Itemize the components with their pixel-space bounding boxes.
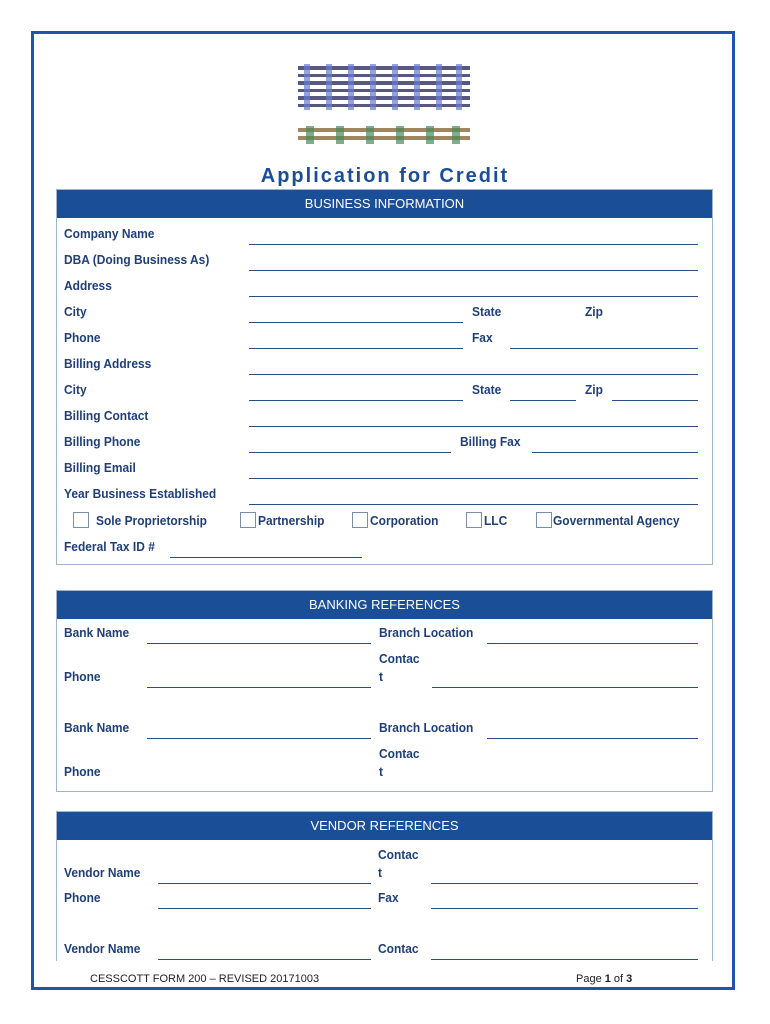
page-number bbox=[576, 973, 632, 985]
vendor-name-field-1[interactable] bbox=[158, 883, 371, 884]
governmental-agency-label: Governmental Agency bbox=[553, 513, 680, 528]
city-field[interactable] bbox=[249, 322, 463, 323]
billing-contact-field[interactable] bbox=[249, 426, 698, 427]
address-label: Address bbox=[64, 278, 112, 293]
vendor-name-label-1: Vendor Name bbox=[64, 865, 141, 880]
llc-checkbox[interactable] bbox=[466, 512, 482, 528]
bank-contact-label-2b: t bbox=[379, 764, 383, 779]
form-title: Application for Credit bbox=[260, 165, 510, 187]
sole-proprietorship-checkbox[interactable] bbox=[73, 512, 89, 528]
billing-address-label: Billing Address bbox=[64, 356, 152, 371]
billing-zip-field[interactable] bbox=[612, 400, 698, 401]
bank-name-field-1[interactable] bbox=[147, 643, 371, 644]
corporation-label: Corporation bbox=[370, 513, 439, 528]
banking-references-section bbox=[56, 590, 713, 792]
business-information-section bbox=[56, 189, 713, 565]
bank-phone-label-1: Phone bbox=[64, 669, 101, 684]
vendor-name-label-2: Vendor Name bbox=[64, 941, 141, 956]
banking-references-header: BANKING REFERENCES bbox=[57, 591, 712, 619]
dba-field[interactable] bbox=[249, 270, 698, 271]
bank-name-label-1: Bank Name bbox=[64, 625, 130, 640]
vendor-contact-field-2[interactable] bbox=[431, 959, 698, 960]
bank-contact-label-1a: Contac bbox=[379, 651, 420, 666]
business-information-header: BUSINESS INFORMATION bbox=[57, 190, 712, 218]
vendor-name-field-2[interactable] bbox=[158, 959, 371, 960]
fax-field[interactable] bbox=[510, 348, 698, 349]
vendor-contact-label-2a: Contac bbox=[378, 941, 419, 956]
zip-label: Zip bbox=[585, 304, 603, 319]
vendor-contact-label-1b: t bbox=[378, 865, 382, 880]
federal-tax-id-label: Federal Tax ID # bbox=[64, 539, 155, 554]
billing-phone-label: Billing Phone bbox=[64, 434, 141, 449]
bank-phone-field-1[interactable] bbox=[147, 687, 371, 688]
billing-contact-label: Billing Contact bbox=[64, 408, 149, 423]
billing-zip-label: Zip bbox=[585, 382, 603, 397]
corporation-checkbox[interactable] bbox=[352, 512, 368, 528]
bank-name-label-2: Bank Name bbox=[64, 720, 130, 735]
vendor-phone-field-1[interactable] bbox=[158, 908, 371, 909]
federal-tax-id-field[interactable] bbox=[170, 557, 362, 558]
billing-state-field[interactable] bbox=[510, 400, 576, 401]
llc-label: LLC bbox=[484, 513, 508, 528]
vendor-references-header: VENDOR REFERENCES bbox=[57, 812, 712, 840]
page-total: 3 bbox=[626, 973, 633, 985]
branch-location-label-2: Branch Location bbox=[379, 720, 474, 735]
billing-email-field[interactable] bbox=[249, 478, 698, 479]
company-name-label: Company Name bbox=[64, 226, 155, 241]
vendor-phone-label-1: Phone bbox=[64, 890, 101, 905]
vendor-contact-label-1a: Contac bbox=[378, 847, 419, 862]
company-logo bbox=[296, 62, 472, 148]
city-label: City bbox=[64, 304, 87, 319]
year-established-label: Year Business Established bbox=[64, 486, 217, 501]
company-name-field[interactable] bbox=[249, 244, 698, 245]
state-label: State bbox=[472, 304, 502, 319]
vendor-contact-field-1[interactable] bbox=[431, 883, 698, 884]
page-of: of bbox=[610, 973, 627, 985]
billing-phone-field[interactable] bbox=[249, 452, 451, 453]
sole-proprietorship-label: Sole Proprietorship bbox=[96, 513, 207, 528]
vendor-fax-label-1: Fax bbox=[378, 890, 399, 905]
page-prefix: Page bbox=[576, 973, 605, 985]
partnership-label: Partnership bbox=[258, 513, 325, 528]
fax-label: Fax bbox=[472, 330, 493, 345]
governmental-agency-checkbox[interactable] bbox=[536, 512, 552, 528]
billing-fax-field[interactable] bbox=[532, 452, 698, 453]
branch-location-field-2[interactable] bbox=[487, 738, 698, 739]
billing-email-label: Billing Email bbox=[64, 460, 136, 475]
billing-fax-label: Billing Fax bbox=[460, 434, 521, 449]
branch-location-field-1[interactable] bbox=[487, 643, 698, 644]
form-id-footer: CESSCOTT FORM 200 – REVISED 20171003 bbox=[90, 973, 320, 985]
billing-address-field[interactable] bbox=[249, 374, 698, 375]
bank-phone-label-2: Phone bbox=[64, 764, 101, 779]
branch-location-label-1: Branch Location bbox=[379, 625, 474, 640]
year-established-field[interactable] bbox=[249, 504, 698, 505]
dba-label: DBA (Doing Business As) bbox=[64, 252, 210, 267]
page-current: 1 bbox=[604, 973, 611, 985]
partnership-checkbox[interactable] bbox=[240, 512, 256, 528]
vendor-references-section bbox=[56, 811, 713, 961]
bank-contact-field-1[interactable] bbox=[432, 687, 698, 688]
bank-contact-label-2a: Contac bbox=[379, 746, 420, 761]
billing-state-label: State bbox=[472, 382, 502, 397]
address-field[interactable] bbox=[249, 296, 698, 297]
bank-contact-label-1b: t bbox=[379, 669, 383, 684]
billing-city-field[interactable] bbox=[249, 400, 463, 401]
phone-field[interactable] bbox=[249, 348, 463, 349]
phone-label: Phone bbox=[64, 330, 101, 345]
billing-city-label: City bbox=[64, 382, 87, 397]
vendor-fax-field-1[interactable] bbox=[431, 908, 698, 909]
bank-name-field-2[interactable] bbox=[147, 738, 371, 739]
